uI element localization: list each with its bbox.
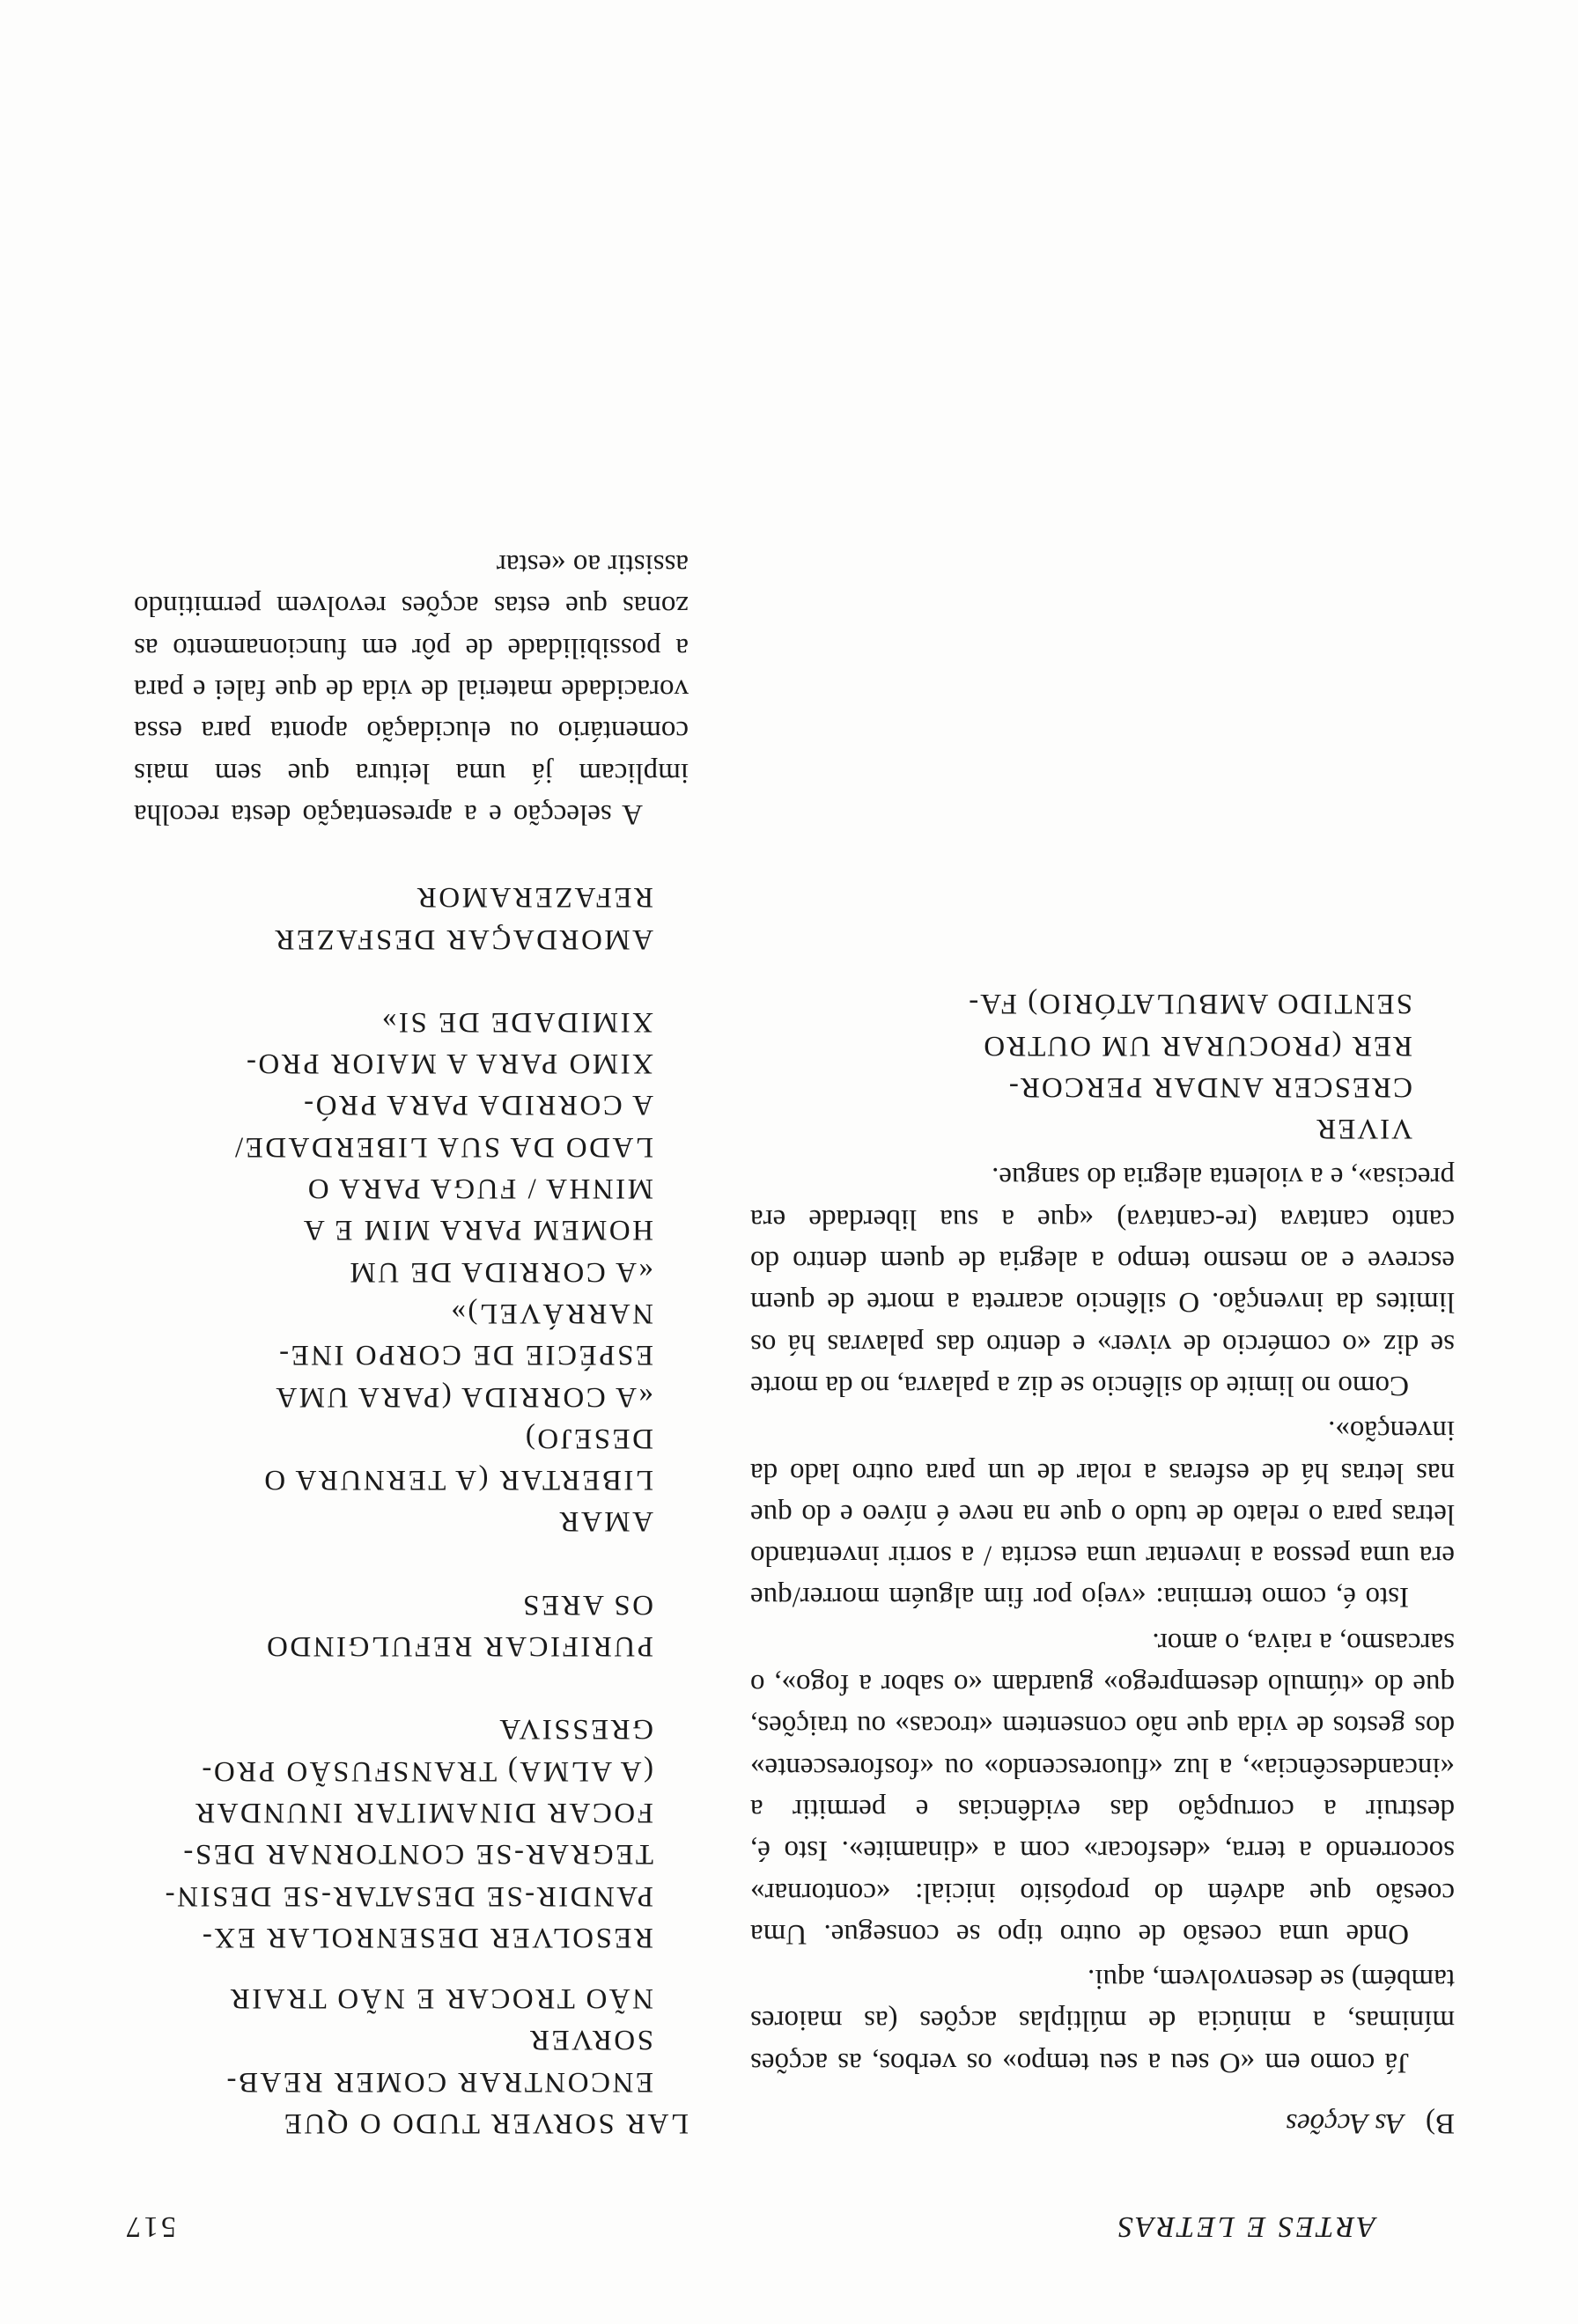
right-column — [134, 540, 689, 2144]
caps-line: FOCAR DINAMITAR INUNDAR — [193, 1796, 653, 1828]
caps-line: RER (PROCURAR UM OUTRO — [982, 1029, 1412, 1062]
caps-line: VIVER — [1315, 1113, 1412, 1145]
caps-line: SENTIDO AMBULATÓRIO) FA- — [967, 988, 1412, 1020]
caps-line: CRESCER ANDAR PERCOR- — [1007, 1070, 1412, 1103]
caps-line: ESPÉCIE DE CORPO INE- — [277, 1339, 653, 1372]
caps-line: XIMO PARA A MAIOR PRO- — [244, 1048, 653, 1080]
caps-line: RESOLVER DESENROLAR EX- — [200, 1921, 653, 1953]
caps-line: PURIFICAR REFULGINDO — [264, 1630, 653, 1663]
caps-line: MINHA / FUGA PARA O — [306, 1173, 653, 1205]
caps-line: SORVER — [527, 2024, 653, 2056]
paragraph: Como no limite do silêncio se diz a palavra, no da morte se diz «o comércio de viver» e dentro das palavras há os limites da invenção. O silêncio acarreta a morte de quem escreve e ao mesmo tempo a alegria de quem dentro do canto cantava (re-cantava) «que a sua liberdade era precisa», e a violenta alegria do sangue. — [750, 1161, 1455, 1401]
caps-line: AMAR — [557, 1505, 653, 1538]
caps-line: «A CORRIDA (PARA UMA — [273, 1380, 653, 1413]
page-number: 517 — [123, 2210, 176, 2243]
caps-line: «A CORRIDA DE UM — [347, 1255, 653, 1288]
section-heading: As Acções — [1286, 2107, 1405, 2139]
caps-line: GRESSIVA — [497, 1713, 653, 1746]
caps-line: XIMIDADE DE SI» — [380, 1005, 653, 1038]
caps-line: LAR SORVER TUDO O QUE — [282, 2107, 689, 2139]
closing-paragraph: A selecção e a apresentação desta recolha implicam já uma leitura que sem mais comentário ou elucidação aponta para essa voracidade material de vida de que falei e para a possibilidade de pôr em funcionamento as zonas que estas acções revolvem permitindo assistir ao «estar — [134, 548, 689, 830]
caps-line: PANDIR-SE DESATAR-SE DESIN- — [163, 1879, 653, 1912]
caps-line: (A ALMA) TRANSFUSÃO PRO- — [199, 1754, 653, 1787]
caps-line: NÃO TROCAR E NÃO TRAIR — [228, 1982, 653, 2015]
section-title — [750, 2102, 1455, 2144]
paragraph: Já como em «O seu a seu tempo» os verbos, as acções mínimas, a minúcia de múltiplas acções (as maiores também) se desenvolvem, aqui. — [750, 1963, 1455, 2078]
caps-line: LIBERTAR (A TERNURA O — [262, 1464, 653, 1497]
caps-line: TEGRAR-SE CONTORNAR DES- — [181, 1838, 653, 1871]
caps-line: ENCONTRAR COMER REAB- — [224, 2065, 653, 2098]
left-column — [750, 982, 1455, 2144]
caps-line: A CORRIDA PARA PRÓ- — [301, 1089, 653, 1122]
running-title: ARTES E LETRAS — [1115, 2210, 1375, 2243]
caps-line: NARRÁVEL)» — [448, 1297, 653, 1329]
caps-line: REFAZERAMOR — [415, 881, 653, 914]
paragraph: Isto é, como termina: «vejo por fim alguém morrer/que era uma pessoa a inventar uma escrita / a sorrir inventando letras para o relato de tudo o que na neve é níveo e do que nas letras há de esferas a rolar de um para outro lado da invenção». — [750, 1415, 1455, 1614]
section-label: B) — [1426, 2107, 1455, 2139]
caps-line: AMORDAÇAR DESFAZER — [272, 923, 653, 955]
caps-block — [750, 982, 1412, 1149]
caps-line: LADO DA SUA LIBERDADE/ — [232, 1130, 653, 1163]
caps-line: DESEJO) — [523, 1422, 653, 1454]
caps-line: HOMEM PARA MIM E A — [301, 1214, 653, 1247]
caps-line: OS ARES — [520, 1588, 653, 1621]
paragraph: Onde uma coesão de outro tipo se consegue. Uma coesão que advém do propósito inicial: «contornar» socorrendo a terra, «desfocar» com a «dinamite». Isto é, destruir a corrupção das evidências e permitir a «incandescência», a luz «fluorescendo» ou «fosforescente» dos gestos de vida que não consentem «trocas» ou traições, que do «túmulo desemprego» guardam «o sabor a fogo», o sarcasmo, a raiva, o amor. — [750, 1626, 1455, 1950]
